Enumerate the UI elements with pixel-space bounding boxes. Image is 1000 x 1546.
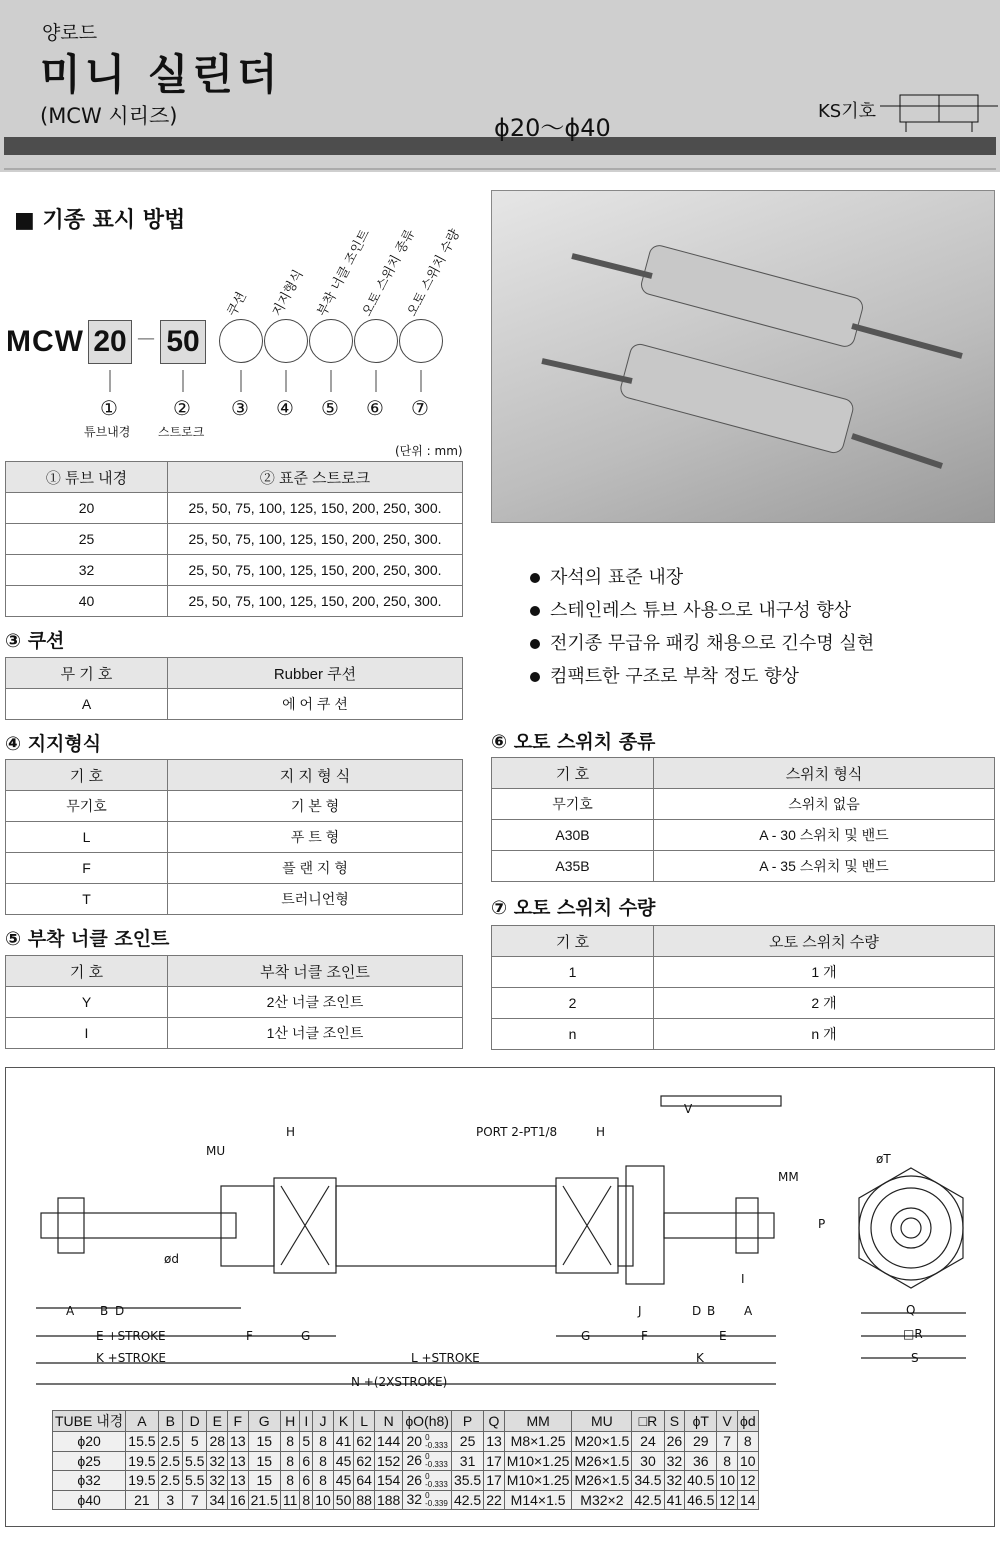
column-header: 기 호 [6, 760, 168, 791]
table-row [6, 555, 463, 586]
table-cell: 14 [737, 1490, 758, 1510]
label-bore: 튜브내경 [84, 425, 131, 439]
label-j: J [638, 1304, 642, 1318]
table-cell: A35B [492, 851, 654, 882]
table-cell [403, 1451, 452, 1471]
table-cell: 36 [685, 1451, 717, 1471]
number-7: ⑦ [411, 396, 429, 420]
table-cell: 8 [280, 1432, 300, 1452]
table-cell: 152 [374, 1451, 402, 1471]
table-cell: 11 [280, 1490, 300, 1510]
column-header: 기 호 [492, 758, 654, 789]
column-header: J [313, 1411, 334, 1432]
header-divider [4, 168, 996, 170]
tolerance-upper: 0 [425, 1432, 430, 1442]
table-cell: A [6, 689, 168, 720]
tolerance [425, 1492, 448, 1508]
tolerance-lower: -0.339 [425, 1499, 448, 1509]
table-row [6, 822, 463, 853]
table-cell: 40 [6, 586, 168, 617]
label-q: Q [906, 1303, 916, 1317]
tolerance-lower: -0.333 [425, 1460, 448, 1470]
table-header-row [6, 658, 463, 689]
table-cell: I [6, 1018, 168, 1049]
column-header: MU [572, 1411, 632, 1432]
table-cell: 8 [717, 1451, 738, 1471]
table-cell: 에 어 쿠 션 [168, 689, 463, 720]
table-cell: 8 [737, 1432, 758, 1452]
number-2: ② [173, 396, 191, 420]
dimension-table [52, 1410, 759, 1510]
table-row [6, 987, 463, 1018]
table-cell: M14×1.5 [504, 1490, 572, 1510]
table-cell [403, 1471, 452, 1491]
table-cell: 62 [354, 1451, 375, 1471]
table-cell: F [6, 853, 168, 884]
column-header: F [228, 1411, 249, 1432]
table-cell: M10×1.25 [504, 1451, 572, 1471]
table-cell: 8 [313, 1471, 334, 1491]
table-cell: 13 [484, 1432, 505, 1452]
number-3: ③ [231, 396, 249, 420]
table-header-row [53, 1411, 759, 1432]
o-value: 26 [406, 1471, 423, 1488]
o-value: 32 [406, 1491, 423, 1508]
label-b1: B [100, 1304, 109, 1318]
table-cell: 144 [374, 1432, 402, 1452]
stroke-table [5, 461, 463, 617]
column-header: 기 호 [492, 926, 654, 957]
column-header: Rubber 쿠션 [168, 658, 463, 689]
column-header: E [207, 1411, 228, 1432]
table-cell [403, 1490, 452, 1510]
label-h1: H [286, 1125, 296, 1139]
switch-type-title: ⑥ 오토 스위치 종류 [491, 731, 656, 753]
tolerance-upper: 0 [425, 1452, 430, 1462]
knuckle-table [5, 955, 463, 1049]
table-cell: 15.5 [126, 1432, 158, 1452]
column-header: ② 표준 스트로크 [168, 462, 463, 493]
label-p: P [818, 1217, 826, 1231]
column-header: ① 튜브 내경 [6, 462, 168, 493]
label-phi-t: øT [876, 1152, 891, 1166]
table-cell: 8 [280, 1451, 300, 1471]
table-cell: 42.5 [451, 1490, 483, 1510]
table-cell: 5.5 [183, 1471, 207, 1491]
column-header: 기 호 [6, 956, 168, 987]
table-cell: 21.5 [248, 1490, 280, 1510]
page-title: 미니 실린더 [40, 50, 282, 99]
label-g2: G [581, 1329, 591, 1343]
label-port: PORT 2-PT1/8 [476, 1125, 558, 1139]
tolerance-lower: -0.333 [425, 1440, 448, 1450]
table-cell: 154 [374, 1471, 402, 1491]
table-cell: 8 [313, 1451, 334, 1471]
label-knuckle: 부착 너클 조인트 [314, 227, 374, 319]
table-cell: ϕ25 [53, 1451, 126, 1471]
column-header: ϕO(h8) [403, 1411, 452, 1432]
label-d1: D [115, 1304, 125, 1318]
table-cell: 32 [664, 1451, 685, 1471]
table-cell: 1산 너클 조인트 [168, 1018, 463, 1049]
label-mount: 지지형식 [269, 267, 307, 319]
table-cell: 8 [300, 1490, 313, 1510]
table-cell: 5.5 [183, 1451, 207, 1471]
table-row [53, 1451, 759, 1471]
table-cell: 50 [333, 1490, 354, 1510]
option-circle [354, 319, 398, 363]
stroke-box: 50 [160, 320, 206, 364]
table-row [492, 851, 995, 882]
table-cell: 무기호 [492, 789, 654, 820]
table-cell: 5 [300, 1432, 313, 1452]
table-cell: 41 [664, 1490, 685, 1510]
table-cell: 20 [6, 493, 168, 524]
series-label: (MCW 시리즈) [40, 104, 178, 128]
label-a1: A [66, 1304, 75, 1318]
cushion-table [5, 657, 463, 720]
table-cell: 2.5 [158, 1432, 182, 1452]
mount-title: ④ 지지형식 [5, 733, 102, 755]
table-cell: 6 [300, 1451, 313, 1471]
cushion-title: ③ 쿠션 [5, 630, 65, 652]
subtitle: 양로드 [42, 22, 98, 44]
table-cell: 15 [248, 1432, 280, 1452]
table-cell: 8 [280, 1471, 300, 1491]
column-header: TUBE 내경 [53, 1411, 126, 1432]
table-header-row [6, 760, 463, 791]
column-header: A [126, 1411, 158, 1432]
table-cell: 31 [451, 1451, 483, 1471]
table-cell: 41 [333, 1432, 354, 1452]
label-stroke: 스트로크 [158, 425, 205, 439]
label-phi-d: ød [164, 1252, 179, 1266]
column-header: V [717, 1411, 738, 1432]
ordering-title: ■ 기종 표시 방법 [14, 208, 186, 233]
label-mu: MU [206, 1144, 226, 1158]
table-cell: n 개 [654, 1019, 995, 1050]
feature-item: 스테인레스 튜브 사용으로 내구성 향상 [530, 596, 851, 622]
label-switch-qty: 오토 스위치 수량 [404, 227, 464, 319]
table-cell: T [6, 884, 168, 915]
option-circle [219, 319, 263, 363]
column-header: I [300, 1411, 313, 1432]
table-cell: 3 [158, 1490, 182, 1510]
table-cell: 푸 트 형 [168, 822, 463, 853]
table-row [492, 789, 995, 820]
table-cell: 25, 50, 75, 100, 125, 150, 200, 250, 300. [168, 493, 463, 524]
o-value: 26 [406, 1452, 423, 1469]
label-k-stroke: K +STROKE [96, 1351, 166, 1365]
table-row [492, 957, 995, 988]
table-header-row [6, 462, 463, 493]
switch-qty-table [491, 925, 995, 1050]
table-row [6, 524, 463, 555]
number-1: ① [100, 396, 118, 420]
table-cell: 188 [374, 1490, 402, 1510]
table-cell: L [6, 822, 168, 853]
label-h2: H [596, 1125, 606, 1139]
label-l-stroke: L +STROKE [411, 1351, 480, 1365]
table-cell: 6 [300, 1471, 313, 1491]
table-cell: ϕ20 [53, 1432, 126, 1452]
number-5: ⑤ [321, 396, 339, 420]
page-header [0, 0, 1000, 172]
label-e-stroke: E +STROKE [96, 1329, 166, 1343]
column-header: H [280, 1411, 300, 1432]
table-cell: 1 개 [654, 957, 995, 988]
tolerance [425, 1434, 448, 1450]
table-cell: 25, 50, 75, 100, 125, 150, 200, 250, 300. [168, 524, 463, 555]
table-cell: 45 [333, 1471, 354, 1491]
table-cell: A30B [492, 820, 654, 851]
table-cell: Y [6, 987, 168, 1018]
label-g1: G [301, 1329, 311, 1343]
table-cell: 2산 너클 조인트 [168, 987, 463, 1018]
column-header: L [354, 1411, 375, 1432]
label-s: S [911, 1351, 919, 1365]
column-header: S [664, 1411, 685, 1432]
column-header: □R [632, 1411, 664, 1432]
table-row [53, 1471, 759, 1491]
column-header: 오토 스위치 수량 [654, 926, 995, 957]
table-cell: A - 30 스위치 및 밴드 [654, 820, 995, 851]
table-cell: 10 [717, 1471, 738, 1491]
model-code: MCW [6, 325, 84, 358]
tolerance-lower: -0.333 [425, 1479, 448, 1489]
table-cell: 34.5 [632, 1471, 664, 1491]
table-cell: 플 랜 지 형 [168, 853, 463, 884]
table-cell: 10 [313, 1490, 334, 1510]
table-cell: 32 [664, 1471, 685, 1491]
table-row [6, 493, 463, 524]
o-value: 20 [406, 1432, 423, 1449]
label-n-stroke: N +(2XSTROKE) [351, 1375, 448, 1389]
table-cell: 5 [183, 1432, 207, 1452]
tolerance [425, 1453, 448, 1469]
product-photo [491, 190, 995, 523]
table-header-row [6, 956, 463, 987]
column-header: 부착 너클 조인트 [168, 956, 463, 987]
table-row [6, 791, 463, 822]
table-cell: 32 [207, 1451, 228, 1471]
number-4: ④ [276, 396, 294, 420]
table-row [53, 1490, 759, 1510]
table-cell: 13 [228, 1451, 249, 1471]
mount-table [5, 759, 463, 915]
label-a2: A [744, 1304, 753, 1318]
label-i: I [741, 1272, 745, 1286]
table-row [492, 988, 995, 1019]
table-cell: M8×1.25 [504, 1432, 572, 1452]
table-cell: 45 [333, 1451, 354, 1471]
code-dash: — [137, 328, 155, 349]
label-mm: MM [778, 1170, 799, 1184]
column-header: Q [484, 1411, 505, 1432]
table-cell: 25 [6, 524, 168, 555]
table-cell: 19.5 [126, 1471, 158, 1491]
column-header: MM [504, 1411, 572, 1432]
table-row [492, 1019, 995, 1050]
table-cell: 10 [737, 1451, 758, 1471]
column-header: D [183, 1411, 207, 1432]
table-cell: 42.5 [632, 1490, 664, 1510]
cylinder-image [542, 243, 962, 466]
table-cell: M20×1.5 [572, 1432, 632, 1452]
column-header: ϕd [737, 1411, 758, 1432]
table-cell: 64 [354, 1471, 375, 1491]
switch-qty-title: ⑦ 오토 스위치 수량 [491, 897, 656, 919]
column-header: K [333, 1411, 354, 1432]
label-cushion: 쿠션 [224, 289, 250, 319]
table-cell [403, 1432, 452, 1452]
label-e2: E [719, 1329, 727, 1343]
column-header: P [451, 1411, 483, 1432]
table-cell: A - 35 스위치 및 밴드 [654, 851, 995, 882]
table-cell: M10×1.25 [504, 1471, 572, 1491]
table-cell: 12 [717, 1490, 738, 1510]
switch-type-table [491, 757, 995, 882]
table-cell: 트러니언형 [168, 884, 463, 915]
table-cell: 21 [126, 1490, 158, 1510]
table-cell: 2.5 [158, 1451, 182, 1471]
table-cell: 스위치 없음 [654, 789, 995, 820]
table-cell: 17 [484, 1451, 505, 1471]
table-cell: ϕ32 [53, 1471, 126, 1491]
feature-item: 전기종 무급유 패킹 채용으로 긴수명 실현 [530, 629, 874, 655]
table-cell: 17 [484, 1471, 505, 1491]
table-row [492, 820, 995, 851]
option-circle [309, 319, 353, 363]
label-r: □R [903, 1327, 923, 1341]
table-cell: 2 [492, 988, 654, 1019]
table-row [53, 1432, 759, 1452]
table-cell: 32 [6, 555, 168, 586]
table-header-row [492, 758, 995, 789]
option-circle [399, 319, 443, 363]
feature-item: 자석의 표준 내장 [530, 563, 683, 589]
column-header: G [248, 1411, 280, 1432]
ks-label: KS기호 [818, 101, 877, 122]
table-cell: 무기호 [6, 791, 168, 822]
table-header-row [492, 926, 995, 957]
table-cell: 32 [207, 1471, 228, 1491]
label-k2: K [696, 1351, 704, 1365]
table-cell: 12 [737, 1471, 758, 1491]
label-v: V [684, 1102, 693, 1116]
table-cell: 7 [183, 1490, 207, 1510]
table-cell: 25, 50, 75, 100, 125, 150, 200, 250, 300. [168, 555, 463, 586]
label-switch-type: 오토 스위치 종류 [359, 227, 419, 319]
table-cell: 15 [248, 1451, 280, 1471]
table-cell: M26×1.5 [572, 1471, 632, 1491]
table-cell: n [492, 1019, 654, 1050]
table-cell: 2.5 [158, 1471, 182, 1491]
table-cell: 40.5 [685, 1471, 717, 1491]
feature-item: 컴팩트한 구조로 부착 정도 향상 [530, 662, 799, 688]
table-cell: 46.5 [685, 1490, 717, 1510]
table-cell: 62 [354, 1432, 375, 1452]
table-cell: 25 [451, 1432, 483, 1452]
table-cell: 16 [228, 1490, 249, 1510]
table-row [6, 586, 463, 617]
column-header: 스위치 형식 [654, 758, 995, 789]
column-header: B [158, 1411, 182, 1432]
column-header: 지 지 형 식 [168, 760, 463, 791]
table-cell: 35.5 [451, 1471, 483, 1491]
table-cell: 8 [313, 1432, 334, 1452]
table-cell: 24 [632, 1432, 664, 1452]
table-row [6, 853, 463, 884]
table-row [6, 884, 463, 915]
bore-box: 20 [88, 320, 132, 364]
table-cell: 30 [632, 1451, 664, 1471]
table-cell: 25, 50, 75, 100, 125, 150, 200, 250, 300. [168, 586, 463, 617]
table-cell: 15 [248, 1471, 280, 1491]
table-row [6, 689, 463, 720]
label-f2: F [641, 1329, 648, 1343]
unit-label: (단위 : mm) [395, 444, 463, 458]
table-cell: 기 본 형 [168, 791, 463, 822]
table-cell: 29 [685, 1432, 717, 1452]
table-cell: 2 개 [654, 988, 995, 1019]
label-b2: B [707, 1304, 716, 1318]
tolerance-upper: 0 [425, 1471, 430, 1481]
table-cell: 13 [228, 1471, 249, 1491]
table-row [6, 1018, 463, 1049]
number-6: ⑥ [366, 396, 384, 420]
table-cell: 19.5 [126, 1451, 158, 1471]
table-cell: 22 [484, 1490, 505, 1510]
ks-symbol-icon [880, 92, 998, 132]
table-cell: 34 [207, 1490, 228, 1510]
column-header: 무 기 호 [6, 658, 168, 689]
table-cell: 13 [228, 1432, 249, 1452]
table-cell: ϕ40 [53, 1490, 126, 1510]
label-f1: F [246, 1329, 253, 1343]
table-cell: 26 [664, 1432, 685, 1452]
table-cell: 88 [354, 1490, 375, 1510]
leader-lines [0, 366, 460, 396]
table-cell: 7 [717, 1432, 738, 1452]
knuckle-title: ⑤ 부착 너클 조인트 [5, 928, 170, 950]
table-cell: M26×1.5 [572, 1451, 632, 1471]
table-cell: 28 [207, 1432, 228, 1452]
bore-range: ϕ20～ϕ40 [494, 114, 611, 142]
option-circle [264, 319, 308, 363]
tolerance-upper: 0 [425, 1491, 430, 1501]
table-cell: M32×2 [572, 1490, 632, 1510]
table-cell: 1 [492, 957, 654, 988]
column-header: ϕT [685, 1411, 717, 1432]
tolerance [425, 1473, 448, 1489]
label-d2: D [692, 1304, 702, 1318]
column-header: N [374, 1411, 402, 1432]
